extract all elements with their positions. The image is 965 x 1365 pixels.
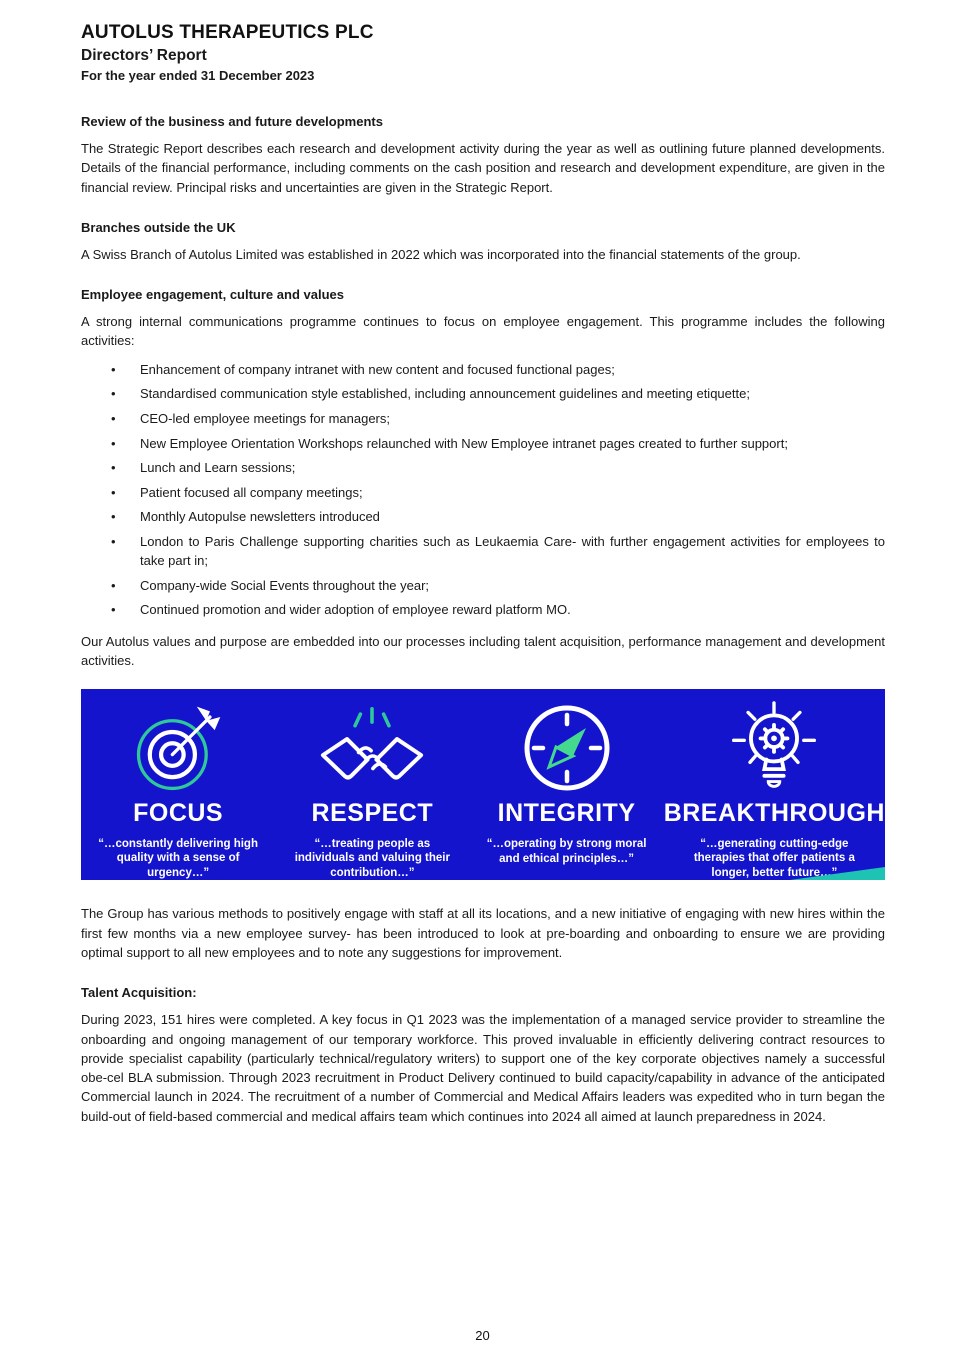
section-heading-review: Review of the business and future developments — [81, 114, 383, 129]
report-title: Directors’ Report — [81, 47, 207, 64]
value-card-respect — [275, 689, 469, 880]
section-body-branches: A Swiss Branch of Autolus Limited was established in 2022 which was incorporated into the financial statements of the group. — [81, 246, 801, 262]
section-heading-talent: Talent Acquisition: — [81, 985, 197, 1001]
value-label: RESPECT — [311, 798, 434, 827]
page-number: 20 — [475, 1328, 490, 1343]
list-item: • Monthly Autopulse newsletters introduced — [81, 507, 885, 526]
report-period: For the year ended 31 December 2023 — [81, 68, 315, 83]
engagement-activities-list — [81, 360, 885, 620]
section-intro-engagement: A strong internal communications programme continues to focus on employee engagement. This programme includes the following activities: — [81, 314, 885, 349]
target-icon — [131, 699, 225, 797]
list-item: • Standardised communication style established, including announcement guidelines and meeting etiquette; — [81, 384, 885, 403]
handshake-icon — [314, 699, 430, 797]
lightbulb-gear-icon — [726, 699, 822, 797]
list-item: • New Employee Orientation Workshops relaunched with New Employee intranet pages created to further support; — [81, 434, 885, 453]
company-values-banner — [81, 689, 885, 880]
value-quote: “…operating by strong moral and ethical principles…” — [486, 838, 647, 865]
section-heading-engagement: Employee engagement, culture and values — [81, 287, 344, 303]
section-body-review: The Strategic Report describes each research and development activity during the year as well as outlining future planned developments. Details of the financial performance, including comments on the cash position and research and development expenditure, are given in the financial review. Principal risks and uncertainties are given in the Strategic Report. — [81, 141, 885, 195]
section-outro-engagement: Our Autolus values and purpose are embedded into our processes including talent acquisition, performance management and development activities. — [81, 633, 885, 669]
section-heading-branches: Branches outside the UK — [81, 219, 236, 235]
value-label: FOCUS — [133, 798, 224, 827]
value-card-breakthrough — [664, 689, 885, 880]
list-item: • Continued promotion and wider adoption of employee reward platform MO. — [81, 600, 885, 619]
section-body-group-methods: The Group has various methods to positively engage with staff at all its locations, and a new initiative of engaging with new hires within the first few months via a new employee survey- has been introduced to look at pre-boarding and onboarding to ensure we are providing optimal support to all new employees and to note any suggestions for improvement. — [81, 906, 885, 960]
list-item: • Enhancement of company intranet with new content and focused functional pages; — [81, 360, 885, 379]
list-item: • CEO-led employee meetings for managers; — [81, 409, 885, 428]
company-title: AUTOLUS THERAPEUTICS PLC — [81, 22, 374, 43]
value-card-focus — [81, 689, 275, 880]
value-label: BREAKTHROUGH — [663, 798, 885, 827]
value-card-integrity — [469, 689, 663, 880]
compass-icon — [522, 699, 612, 797]
list-item: • Patient focused all company meetings; — [81, 483, 885, 502]
list-item: • Lunch and Learn sessions; — [81, 458, 885, 477]
list-item: • London to Paris Challenge supporting charities such as Leukaemia Care- with further engagement activities for employees to take part in; — [81, 532, 885, 571]
list-item: • Company-wide Social Events throughout the year; — [81, 576, 885, 595]
value-quote: “…treating people as individuals and valuing their contribution…” — [294, 837, 450, 879]
banner-corner-accent — [790, 867, 885, 880]
value-label: INTEGRITY — [497, 799, 636, 828]
section-body-talent: During 2023, 151 hires were completed. A key focus in Q1 2023 was the implementation of a managed service provider to streamline the onboarding and ongoing management of our temporary workforce. This proved invaluable in efficiently delivering contract resources to provide specialist capability (particularly technical/regulatory writers) to support one of the key corporate objectives namely a successful obe-cel BLA submission. Through 2023 recruitment in Product Delivery continued to build capacity/capability in advance of the anticipated Commercial launch in 2024. The recruitment of a number of Commercial and Medical Affairs leaders was expedited who in turn began the build-out of field-based commercial and medical affairs team which continues into 2024 all aimed at launch preparedness in 2024. — [81, 1012, 885, 1124]
value-quote: “…constantly delivering high quality with a sense of urgency…” — [98, 837, 258, 879]
value-quote: “…generating cutting-edge therapies that offer patients a longer, better future…” — [693, 837, 855, 879]
